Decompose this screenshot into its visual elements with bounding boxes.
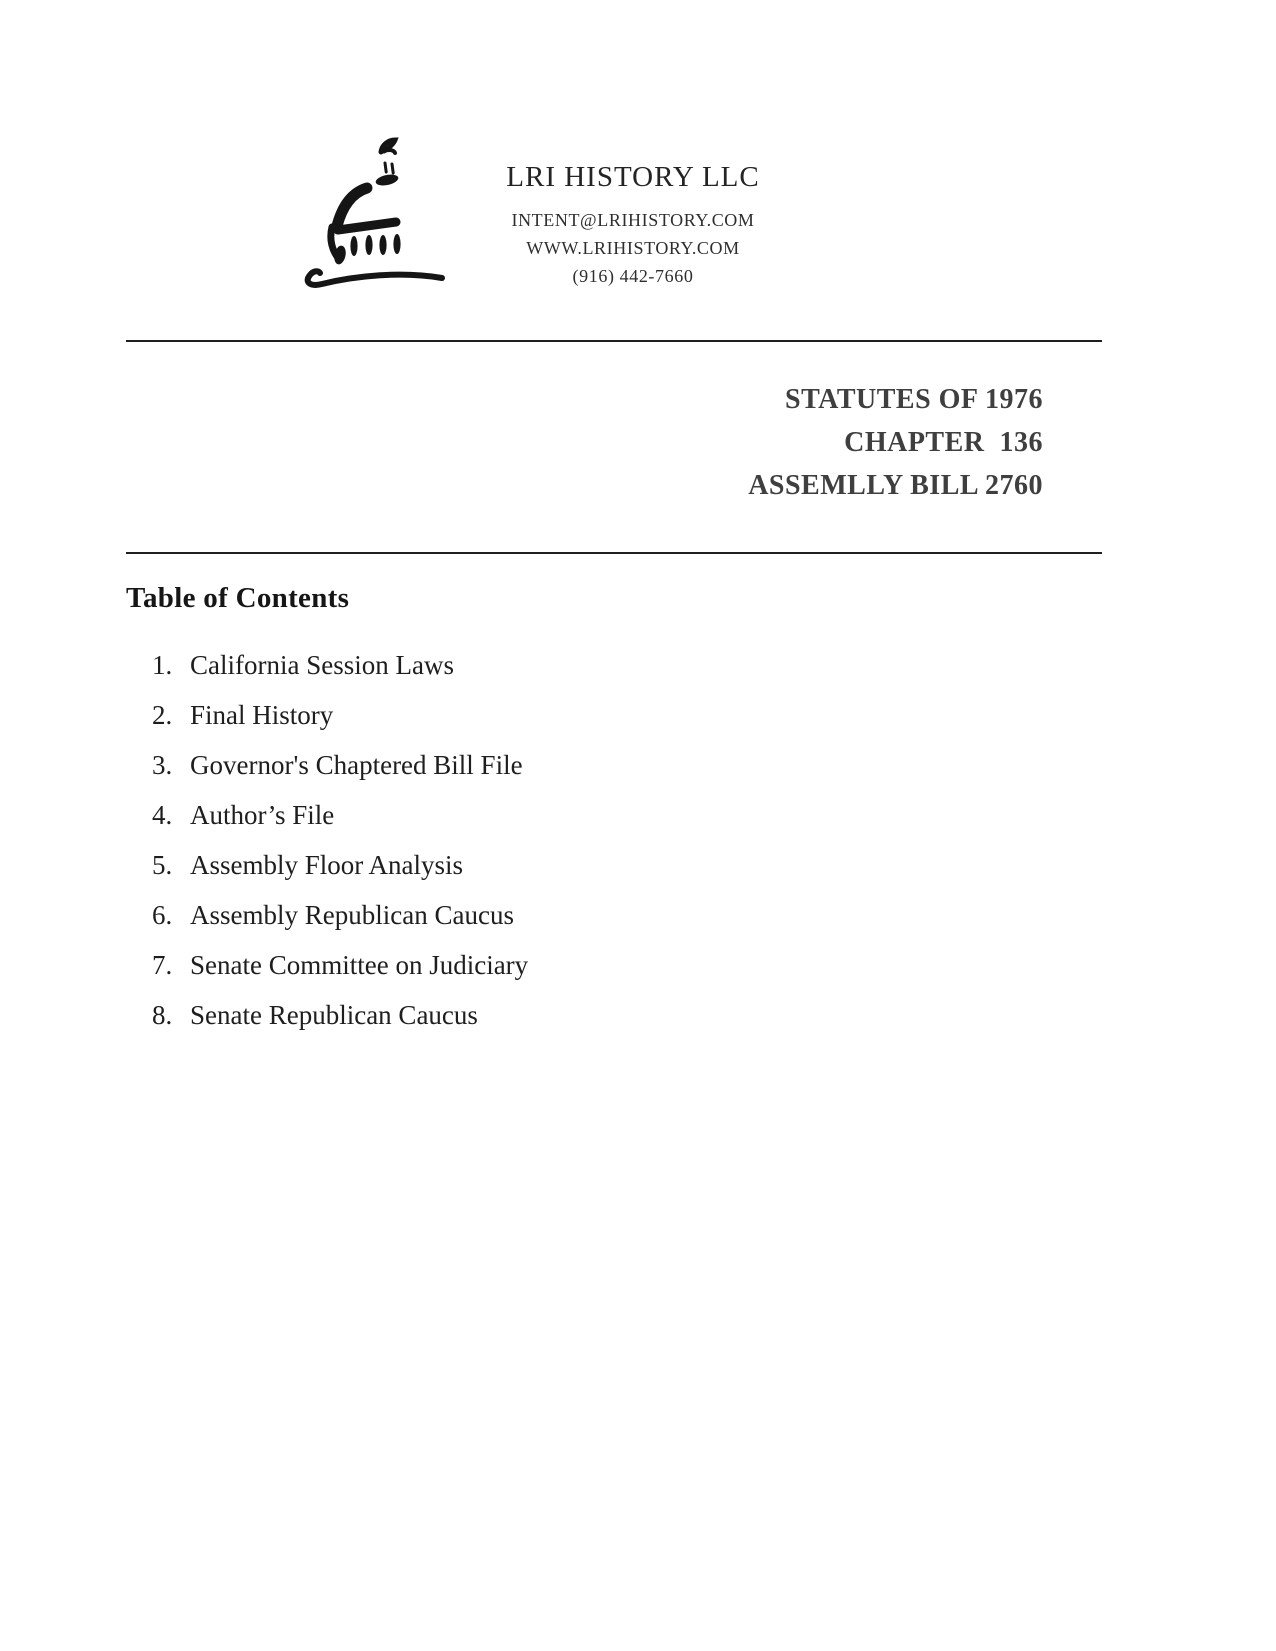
contact-email: INTENT@LRIHISTORY.COM [511,210,755,230]
toc-item-label: Governor's Chaptered Bill File [190,750,523,780]
contact-website: WWW.LRIHISTORY.COM [526,238,740,258]
capitol-dome-icon [299,283,451,300]
toc-item-number: 1. [152,650,173,680]
toc-item-label: Author’s File [190,800,335,830]
toc-item [152,649,528,682]
divider-bottom [126,552,1102,554]
toc-item [152,699,528,732]
toc-item-number: 8. [152,1000,173,1030]
statutes-year-line: STATUTES OF 1976 [785,384,1043,415]
toc-item-label: Senate Committee on Judiciary [190,950,529,980]
letterhead-contact-block [433,160,833,290]
toc-item-number: 3. [152,750,173,780]
toc-item [152,799,528,832]
toc-item-number: 7. [152,950,173,980]
company-name: LRI HISTORY LLC [506,161,760,193]
capitol-dome-logo [299,136,451,296]
toc-list [152,649,528,1049]
toc-item [152,949,528,982]
divider-top [126,340,1102,342]
toc-heading: Table of Contents [126,582,350,614]
toc-item-number: 2. [152,700,173,730]
toc-item-label: California Session Laws [190,650,454,680]
toc-item [152,899,528,932]
toc-item-label: Senate Republican Caucus [190,1000,478,1030]
toc-item [152,999,528,1032]
assembly-bill-line: ASSEMLLY BILL 2760 [748,470,1043,501]
statute-title-block [748,378,1043,507]
toc-item-number: 5. [152,850,173,880]
toc-item-label: Final History [190,700,334,730]
toc-item [152,749,528,782]
toc-item-number: 4. [152,800,173,830]
contact-phone: (916) 442-7660 [572,266,694,286]
toc-item-number: 6. [152,900,173,930]
toc-item [152,849,528,882]
toc-item-label: Assembly Republican Caucus [190,900,514,930]
chapter-line: CHAPTER 136 [844,427,1043,458]
toc-item-label: Assembly Floor Analysis [190,850,464,880]
